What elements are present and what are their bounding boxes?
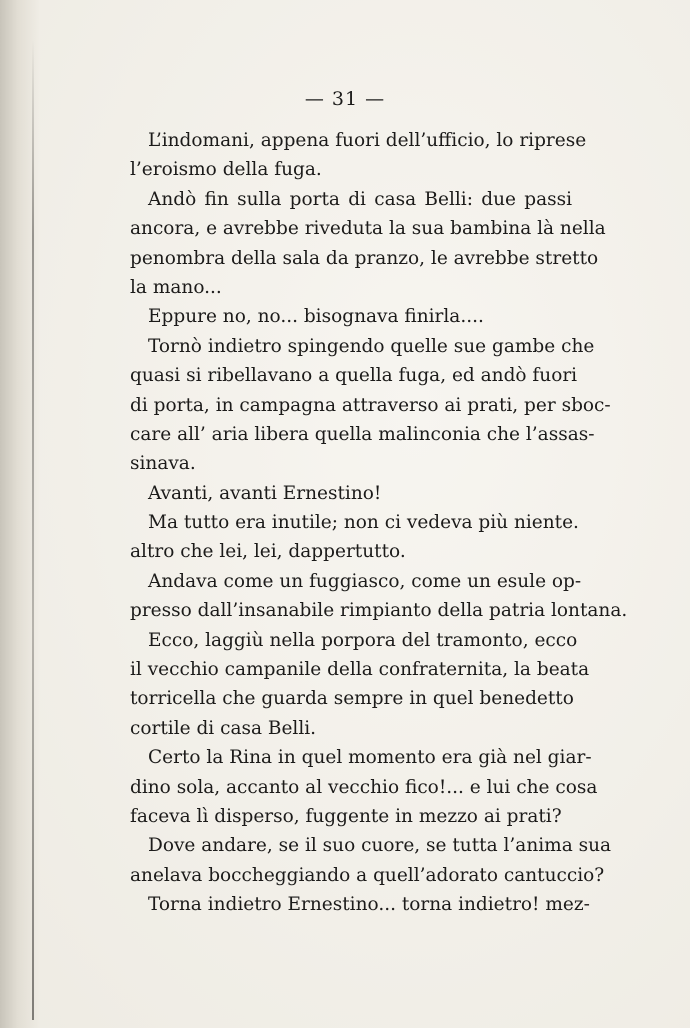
body-text [130, 126, 628, 920]
binding-shadow [0, 0, 40, 1028]
text-line: altro che lei, lei, dappertutto. [130, 541, 406, 563]
text-line: l’eroismo della fuga. [130, 159, 322, 181]
text-line: dino sola, accanto al vecchio fico!... e lui che cosa [130, 776, 598, 798]
text-line: di porta, in campagna attraverso ai prati, per sboc- [130, 394, 611, 416]
text-line: la mano... [130, 276, 222, 298]
text-line: Avanti, avanti Ernestino! [148, 482, 382, 504]
text-line: Andava come un fuggiasco, come un esule op- [148, 570, 582, 592]
text-line: Andò fin sulla porta di casa Belli: due passi [148, 188, 572, 210]
text-line: quasi si ribellavano a quella fuga, ed andò fuori [130, 365, 578, 387]
text-line: Certo la Rina in quel momento era già nel giar- [148, 747, 592, 769]
text-line: anelava boccheggiando a quell’adorato cantuccio? [130, 864, 605, 886]
text-line: Ma tutto era inutile; non ci vedeva più niente. [148, 512, 579, 534]
text-line: L’indomani, appena fuori dell’ufficio, lo riprese [148, 130, 587, 151]
text-line: care all’ aria libera quella malinconia che l’assas- [130, 423, 595, 445]
text-line: faceva lì disperso, fuggente in mezzo ai prati? [130, 805, 562, 827]
text-line: torricella che guarda sempre in quel benedetto [130, 688, 574, 710]
text-line: il vecchio campanile della confraternita, la beata [130, 659, 590, 681]
text-line: Dove andare, se il suo cuore, se tutta l’anima sua [148, 835, 612, 857]
text-line: Eppure no, no... bisognava finirla.... [148, 306, 484, 328]
text-line: sinava. [130, 453, 196, 475]
text-line: penombra della sala da pranzo, le avrebbe stretto [130, 247, 599, 269]
text-line: Tornò indietro spingendo quelle sue gambe che [148, 335, 595, 357]
text-line: ancora, e avrebbe riveduta la sua bambina là nella [130, 218, 606, 240]
text-line: presso dall’insanabile rimpianto della patria lontana. [130, 600, 628, 622]
binding-edge-line [32, 40, 34, 1020]
page-number: — 31 — [304, 88, 386, 110]
text-line: Torna indietro Ernestino... torna indietro! mez- [148, 894, 590, 916]
text-line: Ecco, laggiù nella porpora del tramonto, ecco [148, 629, 578, 651]
text-line: cortile di casa Belli. [130, 717, 317, 739]
